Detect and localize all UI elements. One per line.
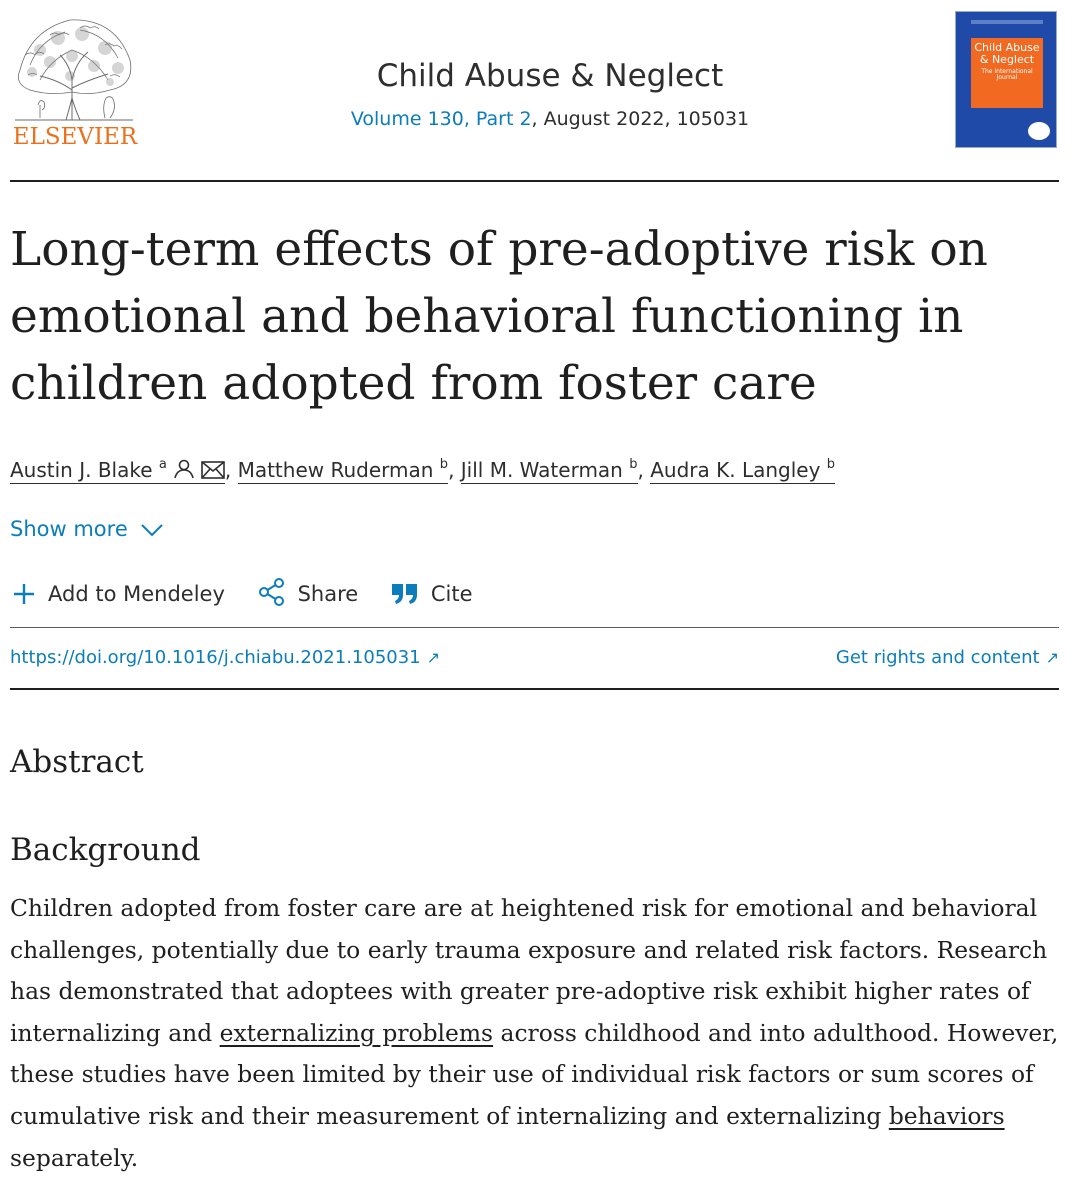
person-icon	[173, 457, 195, 487]
author-list	[10, 450, 835, 487]
author-affiliation: b	[629, 457, 638, 472]
share-icon	[258, 578, 286, 606]
author-affiliation: b	[439, 457, 449, 472]
cite-label: Cite	[430, 582, 473, 606]
plus-icon	[12, 582, 36, 606]
header-divider	[10, 180, 1059, 182]
volume-link[interactable]: Volume 130, Part 2	[350, 108, 532, 130]
external-link-icon: ↗	[1045, 648, 1059, 667]
abstract-text-3: separately.	[10, 1143, 139, 1172]
publisher-name: ELSEVIER	[12, 124, 138, 150]
author-separator: ,	[224, 458, 232, 482]
issue-date-number: , August 2022, 105031	[531, 108, 750, 130]
doi-text: https://doi.org/10.1016/j.chiabu.2021.105031	[10, 647, 421, 668]
get-rights-link[interactable]	[836, 647, 1059, 668]
journal-header	[10, 0, 1059, 180]
term-link-externalizing-problems[interactable]: externalizing problems	[219, 1018, 494, 1047]
article-page	[10, 0, 1059, 1172]
abstract-text-2: across childhood and into adulthood. However, these studies have been limited by their use of individual risk factors or sum scores of cumulative risk and their measurement of internalizing and externalizing	[10, 1018, 1059, 1130]
journal-info	[190, 56, 910, 132]
show-more-button[interactable]	[10, 517, 164, 542]
abstract-paragraph	[10, 888, 1059, 1179]
envelope-icon	[201, 457, 225, 487]
actions-divider	[10, 627, 1059, 628]
quote-icon	[391, 582, 419, 606]
term-link-behaviors[interactable]: behaviors	[888, 1101, 1005, 1130]
journal-issue-meta	[190, 106, 910, 132]
author-name: Jill M. Waterman	[460, 458, 623, 482]
rights-text: Get rights and content	[835, 647, 1040, 668]
cover-subtitle: The International Journal	[981, 68, 1033, 82]
author-name: Audra K. Langley	[650, 458, 821, 482]
author-separator: ,	[448, 458, 455, 482]
external-link-icon: ↗	[426, 648, 441, 667]
cover-title: Child Abuse & Neglect	[974, 41, 1040, 66]
show-more-label: Show more	[10, 517, 128, 541]
author-affiliation: a	[158, 457, 167, 472]
cite-button[interactable]	[391, 582, 473, 606]
background-heading: Background	[10, 832, 201, 868]
chevron-down-icon	[140, 518, 164, 542]
share-label: Share	[297, 582, 359, 606]
author-name: Austin J. Blake	[10, 458, 153, 482]
author-link-4[interactable]	[650, 458, 835, 484]
mendeley-label: Add to Mendeley	[48, 582, 225, 606]
add-to-mendeley-button[interactable]	[12, 582, 225, 606]
author-link-3[interactable]	[461, 458, 638, 484]
doi-divider	[10, 688, 1059, 690]
abstract-heading: Abstract	[10, 744, 144, 780]
share-button[interactable]	[258, 578, 359, 606]
author-separator: ,	[637, 458, 644, 482]
article-actions	[12, 578, 499, 606]
cover-title-box	[971, 38, 1043, 108]
cover-seal-icon	[1028, 122, 1050, 140]
author-link-2[interactable]	[238, 458, 448, 484]
doi-link[interactable]	[10, 647, 440, 668]
abstract-text-1: Children adopted from foster care are at heightened risk for emotional and behavioral challenges, potentially due to early trauma exposure and related risk factors. Research has demonstrated that adoptees with greater pre-adoptive risk exhibit higher rates of internalizing and	[10, 894, 1048, 1047]
author-link-1[interactable]	[10, 458, 225, 484]
tree-of-knowledge-icon	[10, 10, 138, 122]
article-title: Long-term effects of pre-adoptive risk on emotional and behavioral functioning in children adopted from foster care	[10, 222, 988, 411]
journal-title-link[interactable]: Child Abuse & Neglect	[376, 58, 724, 94]
journal-cover-image[interactable]	[955, 11, 1057, 148]
author-affiliation: b	[826, 457, 836, 472]
author-name: Matthew Ruderman	[237, 458, 434, 482]
cover-topline	[971, 20, 1043, 24]
